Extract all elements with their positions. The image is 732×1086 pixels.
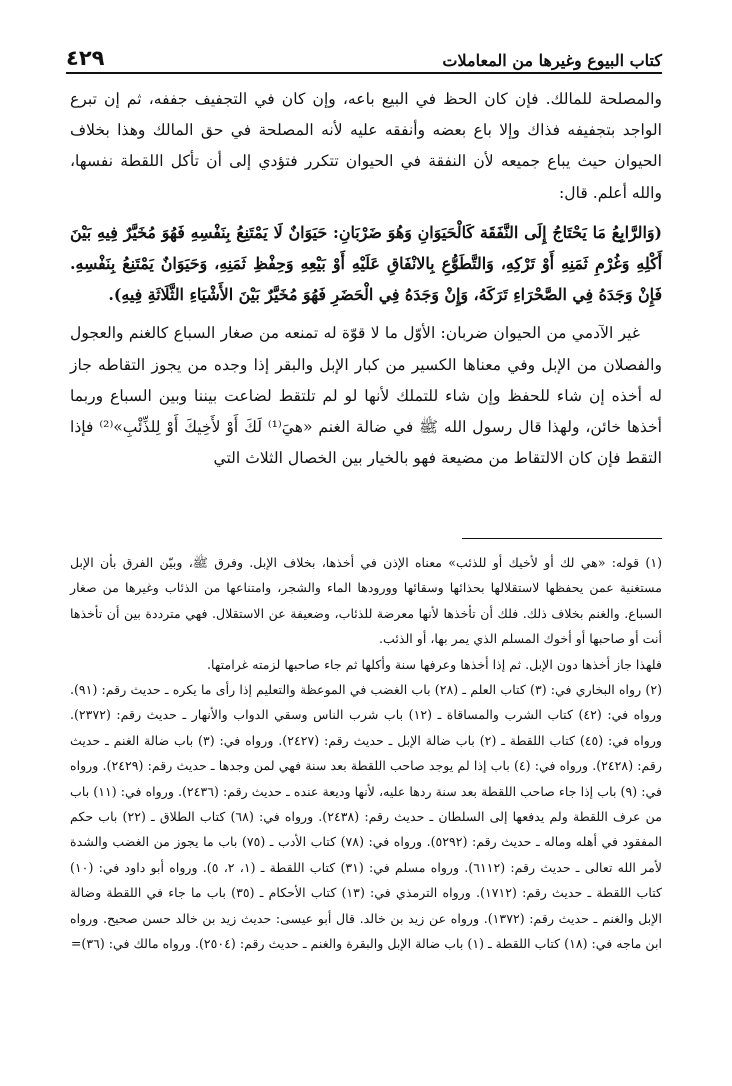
running-title: كتاب البيوع وغيرها من المعاملات [442,51,662,70]
footnote-1: (١) قوله: «هي لك أو لأخيك أو للذئب» معناه الإذن في أخذها، بخلاف الإبل. وفرق ﷺ، وبيّن الفرق بأن الإبل مستغنية عمن يحفظها لاستقلالها بحذائها وسقائها وورودها الماء والشجر، وامتناعها من الذئاب وغيرها من صغار السباع. والغنم بخلاف ذلك. فلك أن تأخذها لأنها معرضة للذئاب، وضعيفة عن الاستقلال. فهي مترددة بين أن تأخذها أنت أو صاحبها أو أخوك المسلم الذي يمر بها، أو الذئب. [70,555,662,647]
paragraph-commentary-2: غير الآدمي من الحيوان ضربان: الأوّل ما لا قوّة له تمنعه من صغار السباع كالغنم والعجول والفصلان من الإبل وفي معناها الكسير من كبار الإبل والبقر إذا وجده من يجوز التقاطه جاز له أخذه إن شاء للحفظ وإن شاء للتملك لأنها لو لم تلتقط لضاعت بيننا وبين السباع وربما أخذها خائن، ولهذا قال رسول الله ﷺ في ضالة الغنم «هيَ⁽¹⁾ لَكَ أَوْ لأَخِيكَ أَوْ لِلذِّئْبِ»⁽²⁾ فإذا التقط فإن كان الالتقاط من مضيعة فهو بالخيار بين الخصال الثلاث التي [70,324,662,468]
page-header [66,36,662,70]
footnote-1-continuation: فلهذا جاز أخذها دون الإبل. ثم إذا أخذها وعرفها سنة وأكلها ثم جاء صاحبها لزمته غرامتها. [207,656,662,672]
footnotes [70,550,662,957]
paragraph-commentary-1: والمصلحة للمالك. فإن كان الحظ في البيع باعه، وإن كان في التجفيف جففه، ثم إن تبرع الواجد بتجفيفه فذاك وإلا باع بعضه وأنفقه عليه لأنه المصلحة في حق المالك وهذا بخلاف الحيوان حيث يباع جميعه لأن النفقة في الحيوان تتكرر فتؤدي إلى أن تأكل اللقطة نفسها، والله أعلم. قال: [70,90,662,202]
header-rule [66,72,662,74]
page-number: ٤٢٩ [66,46,105,70]
footnote-2: (٢) رواه البخاري في: (٣) كتاب العلم ـ (٢٨) باب الغضب في الموعظة والتعليم إذا رأى ما يكره ـ حديث رقم: (٩١). ورواه في: (٤٢) كتاب الشرب والمساقاة ـ (١٢) باب شرب الناس وسقي الدواب والأنهار ـ حديث رقم: (٢٣٧٢). ورواه في: (٤٥) كتاب اللقطة ـ (٢) باب ضالة الإبل ـ حديث رقم: (٢٤٢٧). ورواه في: (٣) باب ضالة الغنم ـ حديث رقم: (٢٤٢٨). ورواه في: (٤) باب إذا لم يوجد صاحب اللقطة بعد سنة فهي لمن وجدها ـ حديث رقم: (٢٤٢٩). ورواه في: (٩) باب إذا جاء صاحب اللقطة بعد سنة ردها عليه، لأنها وديعة عنده ـ حديث رقم: (٢٤٣٦). ورواه في: (١١) باب من عرف اللقطة ولم يدفعها إلى السلطان ـ حديث رقم: (٢٤٣٨). ورواه في: (٦٨) كتاب الطلاق ـ (٢٢) باب حكم المفقود في أهله وماله ـ حديث رقم: (٥٢٩٢). ورواه في: (٧٨) كتاب الأدب ـ (٧٥) باب ما يجوز من الغضب والشدة لأمر الله تعالى ـ حديث رقم: (٦١١٢). ورواه مسلم في: (٣١) كتاب اللقطة ـ (١، ٢، ٥). ورواه أبو داود في: (١٠) كتاب اللقطة ـ حديث رقم: (١٧١٢). ورواه الترمذي في: (١٣) كتاب الأحكام ـ (٣٥) باب ما جاء في اللقطة وضالة الإبل والغنم ـ حديث رقم: (١٣٧٢). ورواه عن زيد بن خالد. قال أبو عيسى: حديث زيد بن خالد حسن صحيح. ورواه ابن ماجه في: (١٨) كتاب اللقطة ـ (١) باب ضالة الإبل والبقرة والغنم ـ حديث رقم: (٢٥٠٤). ورواه مالك في: (٣٦)= [70,682,663,952]
footnote-separator [462,538,662,539]
matn-quote: (وَالرَّابِعُ مَا يَحْتَاجُ إِلَى النَّفَقَة كَالْحَيَوَانِ وَهُوَ ضَرْبَانِ: حَيَوَانٌ لَا يَمْتَنِعُ بِنَفْسِهِ فَهُوَ مُخَيَّرٌ فِيهِ بَيْنَ أَكْلِهِ وَغُرْمِ ثَمَنِهِ أَوْ تَرْكِهِ، وَالتَّطَوُّعِ بِالانْفَاقِ عَلَيْهِ أَوْ بَيْعِهِ وَحِفْظِ ثَمَنِهِ، وَحَيَوَانٌ يَمْتَنِعُ بِنَفْسِهِ. فَإِنْ وَجَدَهُ فِي الصَّحْرَاءِ تَرَكَهُ، وَإِنْ وَجَدَهُ فِي الْحَضَرِ فَهُوَ مُخَيَّرٌ بَيْنَ الأَشْيَاءِ الثَّلَاثَةِ فِيهِ). [70,222,662,305]
main-text [70,84,662,474]
